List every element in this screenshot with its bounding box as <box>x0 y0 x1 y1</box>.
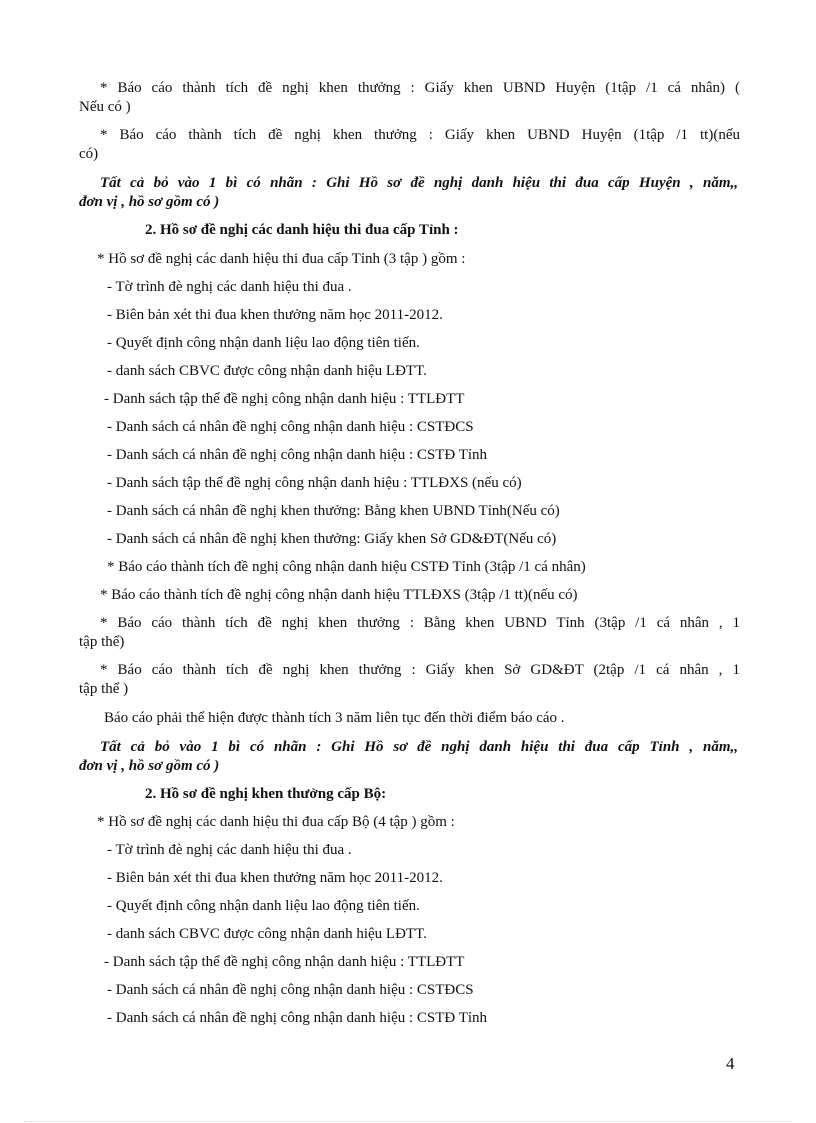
province-list-item: - Quyết định công nhận danh liệu lao động tiên tiến. <box>107 335 420 351</box>
district-report-collective-line2: có) <box>79 146 99 162</box>
ministry-list-item: - Danh sách tập thể đề nghị công nhận danh hiệu : TTLĐTT <box>104 954 465 970</box>
district-report-individual-line1: * Báo cáo thành tích đề nghị khen thưởng : Giấy khen UBND Huyện (1tập /1 cá nhân) ( <box>100 80 740 96</box>
province-list-item: - Danh sách tập thể đề nghị công nhận danh hiệu : TTLĐXS (nếu có) <box>107 475 522 491</box>
ministry-list-item: - Danh sách cá nhân đề nghị công nhận danh hiệu : CSTĐCS <box>107 982 474 998</box>
ministry-section-heading: 2. Hồ sơ đề nghị khen thưởng cấp Bộ: <box>145 786 387 802</box>
province-report-merit-line2: tập thể) <box>79 634 125 650</box>
province-list-item: - Danh sách cá nhân đề nghị công nhận danh hiệu : CSTĐCS <box>107 419 474 435</box>
province-list-item: - Biên bản xét thi đua khen thưởng năm học 2011-2012. <box>107 307 443 323</box>
province-section-heading: 2. Hồ sơ đề nghị các danh hiệu thi đua cấp Tỉnh : <box>145 222 459 238</box>
page-bottom-divider <box>24 1121 792 1122</box>
page-number: 4 <box>726 1054 735 1073</box>
ministry-list-item: - danh sách CBVC được công nhận danh hiệu LĐTT. <box>107 926 427 942</box>
ministry-list-item: - Quyết định công nhận danh liệu lao động tiên tiến. <box>107 898 420 914</box>
district-envelope-note-line2: đơn vị , hồ sơ gồm có ) <box>79 194 220 210</box>
province-list-item: - Danh sách tập thể đề nghị công nhận danh hiệu : TTLĐTT <box>104 391 465 407</box>
district-report-collective-line1: * Báo cáo thành tích đề nghị khen thưởng : Giấy khen UBND Huyện (1tập /1 tt)(nếu <box>100 127 740 143</box>
province-list-item: - Danh sách cá nhân đề nghị công nhận danh hiệu : CSTĐ Tỉnh <box>107 447 488 463</box>
ministry-list-item: - Danh sách cá nhân đề nghị công nhận danh hiệu : CSTĐ Tỉnh <box>107 1010 488 1026</box>
province-report-ttldxs: * Báo cáo thành tích đề nghị công nhận danh hiệu TTLĐXS (3tập /1 tt)(nếu có) <box>100 587 578 603</box>
province-report-certificate-line2: tập thể ) <box>79 681 129 697</box>
district-report-individual-line2: Nếu có ) <box>79 99 131 115</box>
province-envelope-note-line1: Tất cả bỏ vào 1 bì có nhãn : Ghi Hồ sơ đề nghị danh hiệu thi đua cấp Tỉnh , năm,, <box>100 739 738 755</box>
province-report-merit-line1: * Báo cáo thành tích đề nghị khen thưởng : Bằng khen UBND Tỉnh (3tập /1 cá nhân , 1 <box>100 615 740 631</box>
province-list-item: - Danh sách cá nhân đề nghị khen thưởng: Giấy khen Sở GD&ĐT(Nếu có) <box>107 531 557 547</box>
province-requirement-note: Báo cáo phải thể hiện được thành tích 3 năm liên tục đến thời điểm báo cáo . <box>104 710 565 726</box>
province-list-item: - danh sách CBVC được công nhận danh hiệu LĐTT. <box>107 363 427 379</box>
ministry-list-item: - Tờ trình đè nghị các danh hiệu thi đua . <box>107 842 352 858</box>
district-envelope-note-line1: Tất cả bỏ vào 1 bì có nhãn : Ghi Hồ sơ đề nghị danh hiệu thi đua cấp Huyện , năm,, <box>100 175 738 191</box>
province-list-item: - Danh sách cá nhân đề nghị khen thưởng: Bằng khen UBND Tỉnh(Nếu có) <box>107 503 560 519</box>
province-report-cstd: * Báo cáo thành tích đề nghị công nhận danh hiệu CSTĐ Tỉnh (3tập /1 cá nhân) <box>107 559 586 575</box>
province-report-certificate-line1: * Báo cáo thành tích đề nghị khen thưởng : Giấy khen Sở GD&ĐT (2tập /1 cá nhân , 1 <box>100 662 740 678</box>
ministry-intro: * Hồ sơ đề nghị các danh hiệu thi đua cấp Bộ (4 tập ) gồm : <box>97 814 455 830</box>
ministry-list-item: - Biên bản xét thi đua khen thưởng năm học 2011-2012. <box>107 870 443 886</box>
province-envelope-note-line2: đơn vị , hồ sơ gồm có ) <box>79 758 220 774</box>
province-intro: * Hồ sơ đề nghị các danh hiệu thi đua cấp Tỉnh (3 tập ) gồm : <box>97 251 466 267</box>
province-list-item: - Tờ trình đè nghị các danh hiệu thi đua . <box>107 279 352 295</box>
